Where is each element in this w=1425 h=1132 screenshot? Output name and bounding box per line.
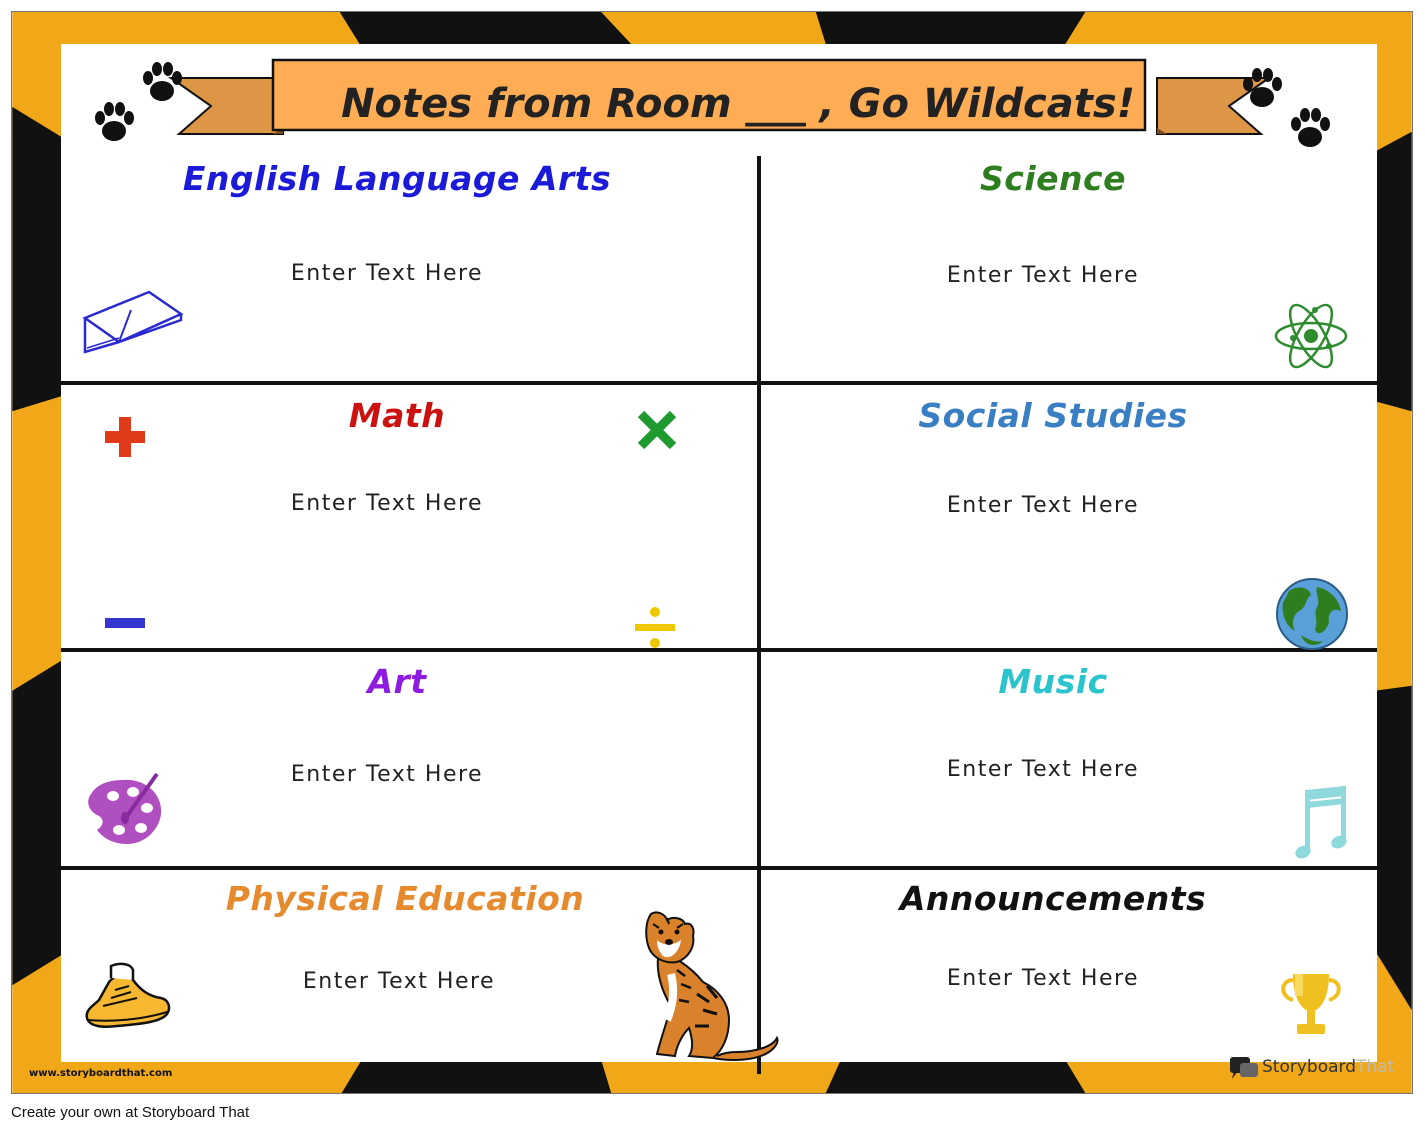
worksheet-paper — [29, 44, 1377, 1079]
science-text[interactable]: Enter Text Here — [946, 263, 1140, 288]
storyboard-that-label: StoryboardThat — [1262, 1057, 1395, 1077]
announcements-heading: Announcements — [899, 879, 1207, 918]
trophy-icon — [1275, 968, 1347, 1042]
art-heading: Art — [367, 662, 427, 701]
times-icon — [635, 408, 679, 452]
globe-icon — [1275, 577, 1349, 651]
social-studies-text[interactable]: Enter Text Here — [946, 493, 1140, 518]
atom-icon — [1273, 296, 1349, 376]
minus-icon — [103, 614, 147, 634]
sneaker-icon — [81, 960, 173, 1034]
paw-print-icon — [89, 98, 139, 148]
divide-icon — [633, 604, 677, 652]
music-note-icon — [1293, 784, 1353, 864]
footer-text[interactable]: Create your own at Storyboard That — [11, 1104, 250, 1121]
plus-icon — [103, 415, 147, 459]
row-divider — [61, 866, 1377, 870]
book-icon — [79, 288, 185, 360]
pe-text[interactable]: Enter Text Here — [302, 969, 496, 994]
paw-print-icon — [1237, 64, 1287, 114]
math-text[interactable]: Enter Text Here — [290, 491, 484, 516]
paw-print-icon — [1285, 104, 1335, 154]
speech-bubble-icon — [1228, 1055, 1260, 1083]
social-studies-heading: Social Studies — [918, 396, 1188, 435]
ela-text[interactable]: Enter Text Here — [290, 261, 484, 286]
storyboard-that-logo — [1228, 1055, 1398, 1083]
url-text: www.storyboardthat.com — [29, 1068, 173, 1079]
science-heading: Science — [980, 159, 1126, 198]
row-divider — [61, 381, 1377, 385]
worksheet-frame — [11, 11, 1413, 1094]
pe-heading: Physical Education — [225, 879, 585, 918]
worksheet-title: Notes from Room ___ , Go Wildcats! — [341, 81, 1135, 127]
row-divider — [61, 648, 1377, 652]
math-heading: Math — [348, 396, 446, 435]
music-text[interactable]: Enter Text Here — [946, 757, 1140, 782]
art-text[interactable]: Enter Text Here — [290, 762, 484, 787]
music-heading: Music — [998, 662, 1108, 701]
palette-icon — [83, 768, 167, 852]
tiger-icon — [637, 910, 787, 1070]
ela-heading: English Language Arts — [182, 159, 612, 198]
paw-print-icon — [137, 58, 187, 108]
announcements-text[interactable]: Enter Text Here — [946, 966, 1140, 991]
